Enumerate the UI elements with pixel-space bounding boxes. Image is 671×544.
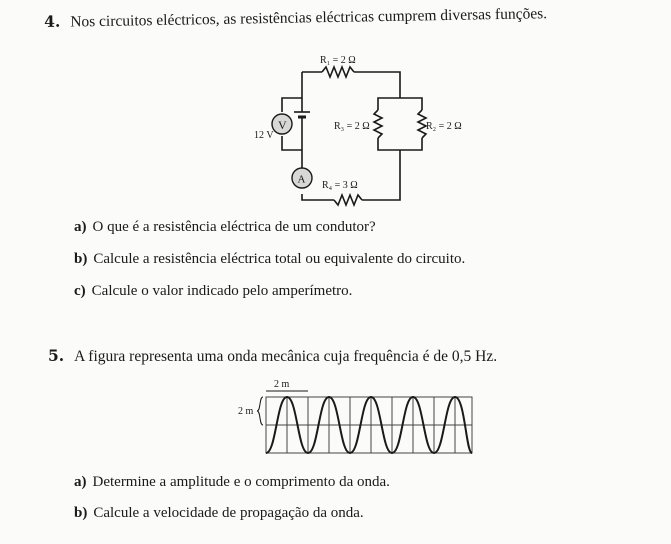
question-5-text: A figura representa uma onda mecânica cuja frequência é de 0,5 Hz.	[74, 348, 498, 365]
amplitude-label: 2 m	[238, 406, 254, 417]
wave-figure	[236, 375, 476, 465]
ammeter-label: A	[297, 173, 306, 186]
circuit-diagram	[250, 50, 470, 210]
r4-label: R₄ = 3 Ω	[322, 180, 358, 191]
r2-label: R₂ = 2 Ω	[426, 121, 462, 132]
question-5-heading	[48, 346, 497, 366]
question-4-number: 4.	[44, 11, 61, 31]
voltmeter-label: V	[278, 118, 287, 132]
question-5-number: 5.	[48, 346, 65, 365]
q4-item-a: a) O que é a resistência eléctrica de um condutor?	[74, 219, 376, 235]
question-4-heading	[44, 3, 547, 32]
question-4-text: Nos circuitos eléctricos, as resistências eléctricas cumprem diversas funções.	[70, 5, 548, 31]
q4-item-b: b) Calcule a resistência eléctrica total ou equivalente do circuito.	[74, 251, 466, 267]
q4-item-c: c) Calcule o valor indicado pelo amperímetro.	[74, 283, 353, 299]
q5-item-a: a) Determine a amplitude e o comprimento da onda.	[74, 474, 390, 490]
source-label: 12 V	[254, 130, 274, 141]
r3-label: R₃ = 2 Ω	[334, 121, 370, 132]
wavelength-label: 2 m	[274, 379, 290, 390]
r1-label: R₁ = 2 Ω	[320, 55, 356, 66]
q5-item-b: b) Calcule a velocidade de propagação da onda.	[74, 505, 364, 521]
